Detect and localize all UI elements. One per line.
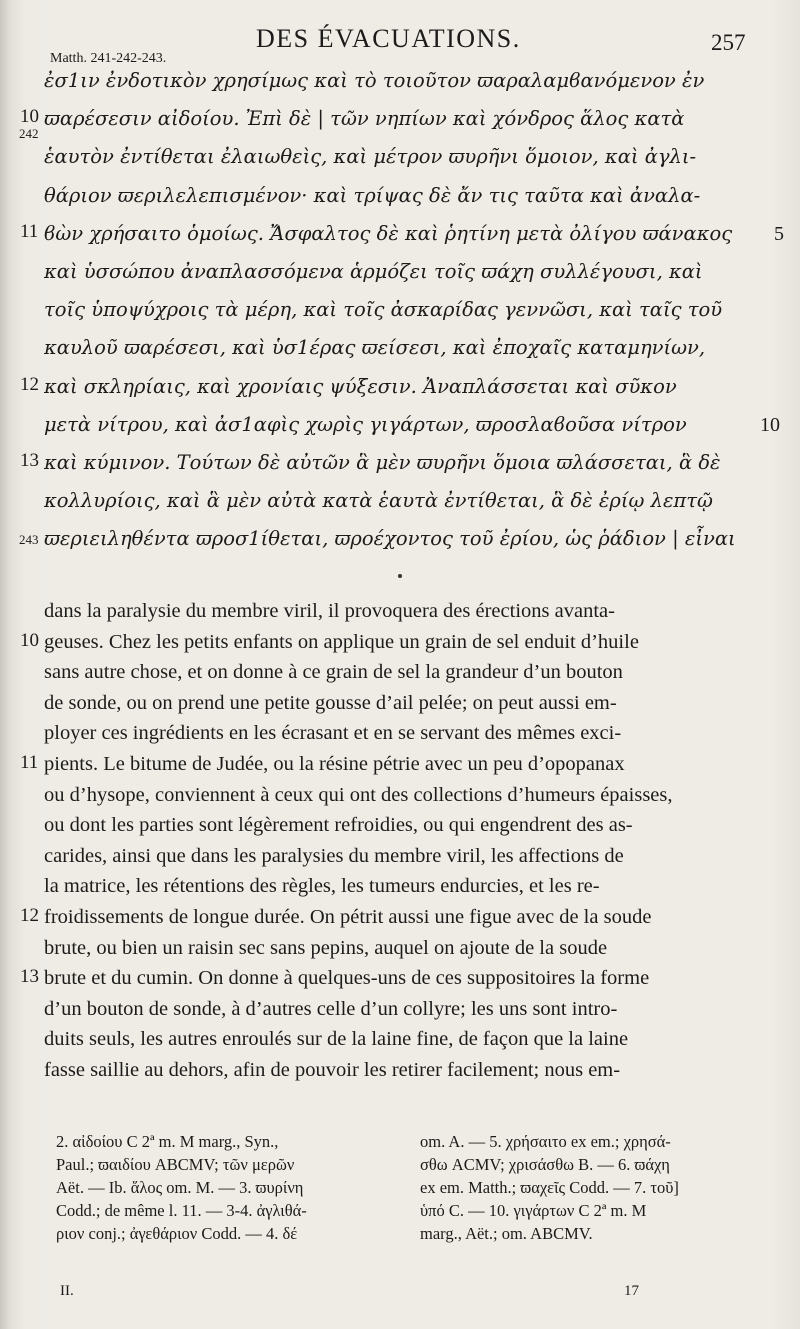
reference-label: Matth. 241-242-243. — [50, 51, 167, 66]
greek-text-line: καυλοῦ ϖαρέσεσι, καὶ ὑσ1έρας ϖείσεσι, καὶ ἐποχαῖς καταμηνίων, — [44, 336, 706, 360]
running-title: DES ÉVACUATIONS. — [256, 24, 521, 53]
note-line: om. A. — 5. χρήσαιτο ex em.; χρησά- — [420, 1132, 671, 1151]
notes-left-column — [56, 1130, 386, 1245]
french-text-line: sans autre chose, et on donne à ce grain de sel la grandeur d’un bouton — [44, 661, 623, 684]
french-text-line: d’un bouton de sonde, à d’autres celle d’un collyre; les uns sont intro- — [44, 997, 618, 1020]
line-number-left: 11 — [20, 220, 39, 242]
note-line: Aët. — Ib. ἅλος om. M. — 3. ϖυρίνη — [56, 1178, 304, 1197]
greek-text-line: καὶ σκληρίαις, καὶ χρονίαις ψύξεσιν. Ἀναπλάσσεται καὶ σῦκον — [44, 374, 677, 398]
section-dot — [398, 574, 402, 578]
greek-text-line: κολλυρίοις, καὶ ἃ μὲν αὐτὰ κατὰ ἑαυτὰ ἐντίθεται, ἃ δὲ ἐρίῳ λεπτῷ — [44, 489, 713, 513]
greek-text-line: ἑαυτὸν ἐντίθεται ἐλαιωθεὶς, καὶ μέτρον ϖυρῆνι ὅμοιον, καὶ ἀγλι- — [44, 145, 697, 169]
line-number-right: 5 — [774, 222, 784, 245]
french-text-line: fasse saillie au dehors, afin de pouvoir les retirer facilement; nous em- — [44, 1059, 621, 1081]
sheet-number: 17 — [624, 1283, 639, 1299]
note-line: Codd.; de même l. 11. — 3-4. ἀγλιθά- — [56, 1201, 307, 1220]
french-text-line: dans la paralysie du membre viril, il provoquera des érections avanta- — [44, 600, 615, 622]
note-line: ὑπό C. — 10. γιγάρτων C 2ª m. M — [420, 1201, 647, 1220]
greek-text-line: καὶ ὑσσώπου ἀναπλασσόμενα ἁρμόζει τοῖς ϖάχη συλλέγουσι, καὶ — [44, 260, 703, 283]
french-text-line: la matrice, les rétentions des règles, les tumeurs endurcies, et les re- — [44, 875, 600, 898]
line-number-left: 13 — [20, 966, 39, 988]
line-number-left: 12 — [20, 373, 39, 395]
french-text-line: ployer ces ingrédients en les écrasant et en se servant des mêmes exci- — [44, 722, 622, 745]
french-text-line: geuses. Chez les petits enfants on applique un grain de sel enduit d’huile — [44, 630, 639, 653]
greek-text-line: μετὰ νίτρου, καὶ ἀσ1αφὶς χωρὶς γιγάρτων, ϖροσλαϐοῦσα νίτρον — [44, 412, 687, 436]
french-text-line: de sonde, ou on prend une petite gousse d’ail pelée; on peut aussi em- — [44, 691, 617, 714]
signature-mark: II. — [60, 1283, 74, 1299]
french-text-line: pients. Le bitume de Judée, ou la résine pétrie avec un peu d’opopanax — [44, 753, 625, 775]
matthaei-page-marker: 243 — [19, 532, 39, 548]
french-text-line: carides, ainsi que dans les paralysies du membre viril, les affections de — [44, 844, 624, 867]
matthaei-page-marker: 242 — [19, 126, 39, 142]
french-text-line: brute et du cumin. On donne à quelques-uns de ces suppositoires la forme — [44, 967, 650, 990]
line-number-left: 10 — [20, 106, 39, 128]
french-text-line: brute, ou bien un raisin sec sans pepins, auquel on ajoute de la soude — [44, 936, 608, 959]
greek-text-line: καὶ κύμινον. Τούτων δὲ αὐτῶν ἃ μὲν ϖυρῆνι ὅμοια ϖλάσσεται, ἃ δὲ — [44, 451, 721, 474]
page-number: 257 — [711, 30, 746, 55]
note-line: ex em. Matth.; ϖαχεῖς Codd. — 7. τοῦ] — [420, 1178, 679, 1197]
note-line: σθω ACMV; χρισάσθω B. — 6. ϖάχη — [420, 1155, 670, 1174]
greek-text-line: ἐσ1ιν ἐνδοτικὸν χρησίμως καὶ τὸ τοιοῦτον ϖαραλαμϐανόμενον ἐν — [44, 69, 705, 92]
greek-text-line: ϐὼν χρήσαιτο ὁμοίως. Ἄσφαλτος δὲ καὶ ῥητίνη μετὰ ὀλίγου ϖάνακος — [44, 221, 733, 245]
french-text-line: ou d’hysope, conviennent à ceux qui ont des collections d’humeurs épaisses, — [44, 783, 673, 806]
notes-right-column — [420, 1130, 750, 1245]
french-text-line: froidissements de longue durée. On pétrit aussi une figue avec de la soude — [44, 906, 652, 928]
greek-text-line: θάριον ϖεριλελεπισμένον· καὶ τρίψας δὲ ἄν τις ταῦτα καὶ ἀναλα- — [44, 183, 701, 207]
line-number-right: 10 — [760, 413, 780, 436]
note-line: marg., Aët.; om. ABCMV. — [420, 1224, 593, 1243]
note-line: ριον conj.; ἀγεθάριον Codd. — 4. δέ — [56, 1224, 298, 1243]
greek-text-line: τοῖς ὑποψύχροις τὰ μέρη, καὶ τοῖς ἀσκαρίδας γεννῶσι, καὶ ταῖς τοῦ — [44, 298, 723, 322]
line-number-left: 10 — [20, 629, 39, 651]
greek-text-line: ϖεριειληθέντα ϖροσ1ίθεται, ϖροέχοντος τοῦ ἐρίου, ὡς ῥάδιον | εἶναι — [44, 527, 736, 551]
note-line: 2. αἰδοίου C 2ª m. M marg., Syn., — [56, 1132, 279, 1151]
line-number-left: 12 — [20, 905, 39, 926]
note-line: Paul.; ϖαιδίου ABCMV; τῶν μερῶν — [56, 1155, 295, 1174]
line-number-left: 11 — [20, 752, 39, 773]
line-number-left: 13 — [20, 450, 39, 471]
greek-text-line: ϖαρέσεσιν αἰδοίου. Ἐπὶ δὲ | τῶν νηπίων καὶ χόνδρος ἅλος κατὰ — [44, 107, 685, 131]
french-text-line: duits seuls, les autres enroulés sur de la laine fine, de façon que la laine — [44, 1028, 629, 1051]
french-text-line: ou dont les parties sont légèrement refroidies, ou qui engendrent des as- — [44, 814, 633, 837]
